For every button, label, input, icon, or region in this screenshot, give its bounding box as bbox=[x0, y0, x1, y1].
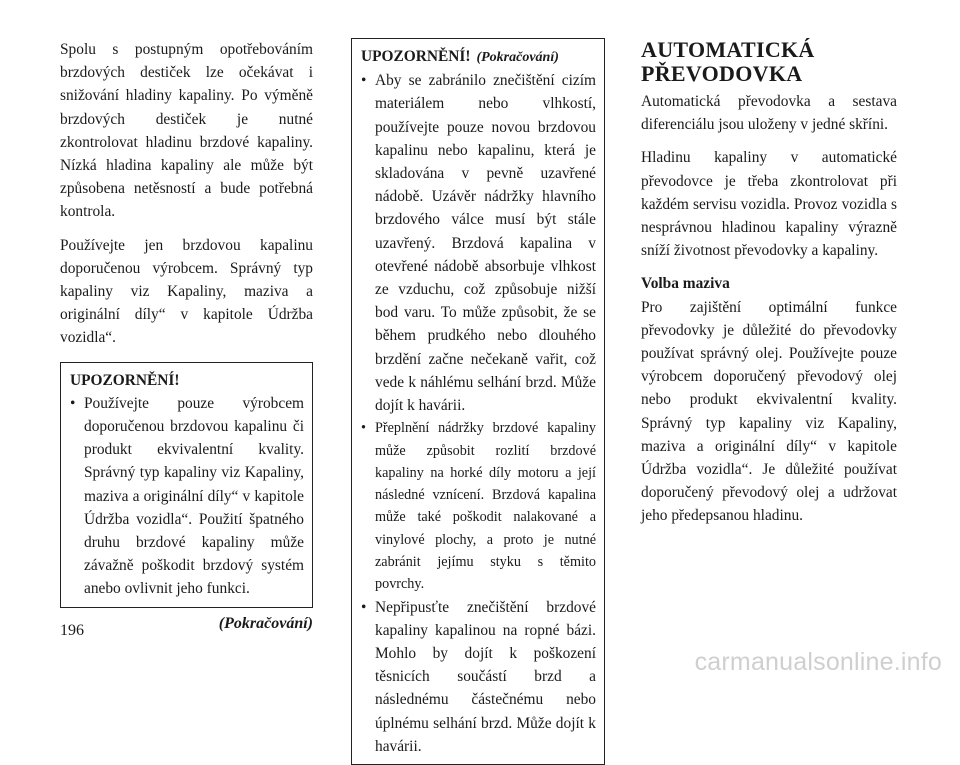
warning-box-continued bbox=[351, 38, 605, 765]
paragraph: Automatická převodovka a sestava diferenciálu jsou uloženy v jedné skříni. bbox=[641, 93, 897, 134]
left-column bbox=[60, 38, 313, 635]
middle-column bbox=[351, 38, 605, 765]
paragraph: Pro zajištění optimální funkce převodovky je důležité do převodovky používat správný olej. Používejte pouze výrobcem doporučený převodový olej nebo produkt ekvivalentní kvality. Správný typ kapaliny viz Kapaliny, maziva a originální díly“ v kapitole Údržba vozidla“. Je důležité používat doporučený převodový olej a udržovat jeho předepsanou hladinu. bbox=[641, 298, 897, 525]
continued-label: (Pokračování) bbox=[476, 50, 559, 65]
paragraph: Spolu s postupným opotřebováním brzdových destiček lze očekávat i snižování hladiny kapaliny. Po výměně brzdových destiček je nutné zkontrolovat hladinu brzdové kapaliny. Nízká hladina kapaliny ale může být způsobena netěsností a bude potřebná kontrola. bbox=[60, 41, 313, 221]
right-column bbox=[641, 38, 897, 528]
warning-item: • Nepřipusťte znečištění brzdové kapaliny kapalinou na ropné bázi. Mohlo by dojít k poškození těsnicích součástí brzd a následnému částečnému nebo úplnému selhání brzd. Může dojít k havárii. bbox=[361, 596, 596, 758]
warning-list bbox=[361, 69, 596, 758]
paragraph: Používejte jen brzdovou kapalinu doporučenou výrobcem. Správný typ kapaliny viz Kapaliny, maziva a originální díly“ v kapitole Údržba vozidla“. bbox=[60, 236, 313, 347]
page-number: 196 bbox=[60, 622, 84, 639]
warning-title-text: UPOZORNĚNÍ! bbox=[361, 48, 471, 65]
warning-item: • Aby se zabránilo znečištění cizím materiálem nebo vlhkostí, používejte pouze novou brzdovou kapalinu nebo kapalinu, která je skladována v pevně uzavřené nádobě. Uzávěr nádržky hlavního brzdového válce musí být stále uzavřený. Brzdová kapalina v otevřené nádobě absorbuje vlhkost ze vzduchu, což způsobuje nižší bod varu. To může způsobit, že se během prudkého nebo dlouhého brzdění začne nečekaně vařit, což vede k náhlému selhání brzd. Může dojít k havárii. bbox=[361, 69, 596, 417]
section-title: AUTOMATICKÁ PŘEVODOVKA bbox=[641, 37, 815, 86]
warning-box bbox=[60, 362, 313, 608]
warning-title bbox=[361, 45, 596, 69]
watermark: carmanualsonline.info bbox=[694, 648, 942, 676]
warning-title: UPOZORNĚNÍ! bbox=[70, 371, 180, 389]
warning-list bbox=[70, 392, 304, 601]
warning-item: • Přeplnění nádržky brzdové kapaliny může způsobit rozlití brzdové kapaliny na horké díly motoru a její následné vznícení. Brzdová kapalina může také poškodit nalakované a vinylové plochy, a proto je nutné zabránit jejímu styku s těmito povrchy. bbox=[361, 417, 596, 595]
paragraph: Hladinu kapaliny v automatické převodovce je třeba zkontrolovat při každém servisu vozidla. Provoz vozidla s nesprávnou hladinou kapaliny výrazně sníží životnost převodovky a kapaliny. bbox=[641, 149, 897, 260]
continued-label: (Pokračování) bbox=[218, 614, 313, 632]
warning-item: • Používejte pouze výrobcem doporučenou brzdovou kapalinu či produkt ekvivalentní kvality. Správný typ kapaliny viz Kapaliny, maziva a originální díly“ v kapitole Údržba vozidla“. Použití špatného druhu brzdové kapaliny může závažně poškodit brzdový systém anebo ovlivnit jeho funkci. bbox=[70, 392, 304, 601]
subsection-title: Volba maziva bbox=[641, 275, 730, 293]
